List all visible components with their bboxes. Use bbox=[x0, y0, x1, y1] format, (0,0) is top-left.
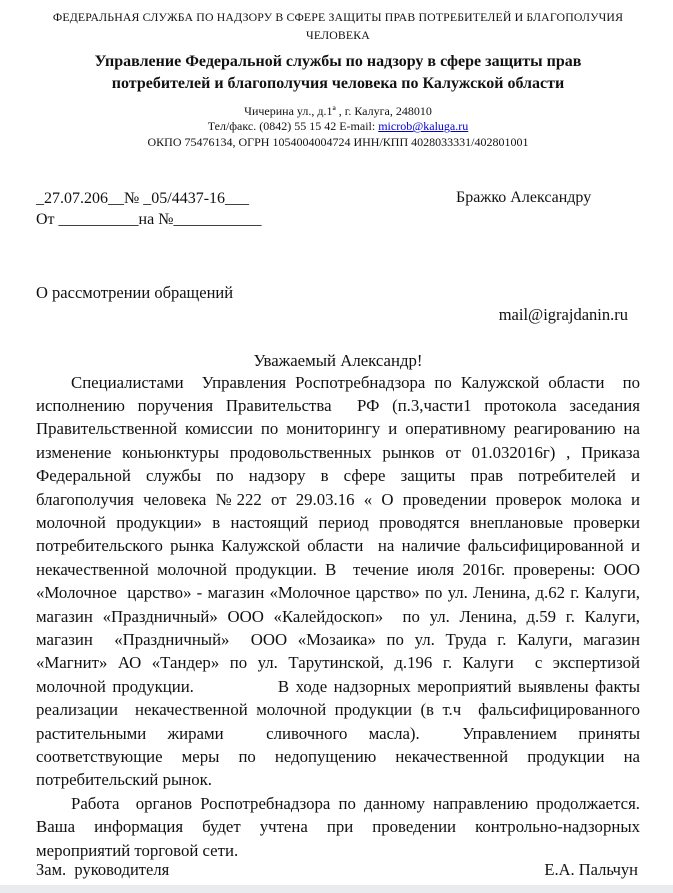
body-paragraph-2: Работа органов Роспотребнадзора по данному направлению продолжается. Ваша информация будет учтена при проведении контрольно-надзорных мероприятий торговой сети. bbox=[36, 793, 640, 860]
registration-codes-line: ОКПО 75476134, ОГРН 1054004004724 ИНН/КПП 4028033331/402801001 bbox=[147, 134, 529, 149]
body-paragraph-1: Специалистами Управления Роспотребнадзора по Калужской области по исполнению поручения Правительства РФ (п.3,части1 протокола заседания Правительственной комиссии по мониторингу и оперативному реагированию на изменение коньюнктуры продовольственных рынков от 01.032016г) , Приказа Федеральной службы по надзору в сфере защиты прав потребителей и благополучия человека №222 от 29.03.16 « О проведении проверок молока и молочной продукции» в настоящий период проводятся внеплановые проверки потребительского рынка Калужской области на наличие фальсифицированной и некачественной молочной продукции. В течение июля 2016г. проверены: ООО «Молочное царство» - магазин «Молочное царство» по ул. Ленина, д.62 г. Калуги, магазин «Праздничный» ООО «Калейдоскоп» по ул. Ленина, д.59 г. Калуги, магазин «Праздничный» ООО «Мозаика» по ул. Труда г. Калуги, магазин «Магнит» АО «Тандер» по ул. Тарутинской, д.196 г. Калуги с экспертизой молочной продукции. В ходе надзорных мероприятий выявлены факты реализации некачественной молочной продукции (в т.ч фальсифицированного растительными жирами сливочного масла). Управлением приняты соответствующие меры по недопущению некачественной продукции на потребительский рынок. bbox=[36, 372, 640, 790]
addressee-name: Бражко Александру bbox=[456, 189, 592, 207]
regional-office-name: Управление Федеральной службы по надзору в сфере защиты прав потребителей и благополучия человека по Калужской области bbox=[94, 53, 582, 93]
signature-block bbox=[36, 860, 640, 880]
incoming-reference-line: От __________на №___________ bbox=[36, 211, 262, 229]
address-line: Чичерина ул., д.1ª , г. Калуга, 248010 bbox=[244, 103, 432, 118]
phone-fax-text: Тел/факс. (0842) 55 15 42 E-mail: bbox=[207, 119, 379, 134]
signer-name: Е.А. Пальчун bbox=[544, 860, 638, 879]
subject-line: О рассмотрении обращений bbox=[36, 282, 234, 302]
reference-block bbox=[36, 188, 640, 230]
addressee-email: mail@igrajdanin.ru bbox=[498, 304, 628, 324]
signer-position: Зам. руководителя bbox=[36, 860, 170, 879]
letter-body bbox=[36, 371, 640, 863]
contact-block bbox=[36, 104, 640, 151]
scan-edge-bar bbox=[0, 885, 673, 893]
office-email-link[interactable]: microb@kaluga.ru bbox=[378, 119, 469, 134]
letterhead bbox=[36, 9, 640, 150]
outgoing-reference bbox=[36, 188, 456, 230]
date-number-line: _27.07.206__№ _05/4437-16___ bbox=[36, 190, 250, 208]
phone-email-line bbox=[36, 119, 640, 135]
salutation: Уважаемый Александр! bbox=[253, 350, 423, 370]
federal-service-name: ФЕДЕРАЛЬНАЯ СЛУЖБА ПО НАДЗОРУ В СФЕРЕ ЗАЩИТЫ ПРАВ ПОТРЕБИТЕЛЕЙ И БЛАГОПОЛУЧИЯ ЧЕЛОВЕКА bbox=[52, 10, 624, 42]
